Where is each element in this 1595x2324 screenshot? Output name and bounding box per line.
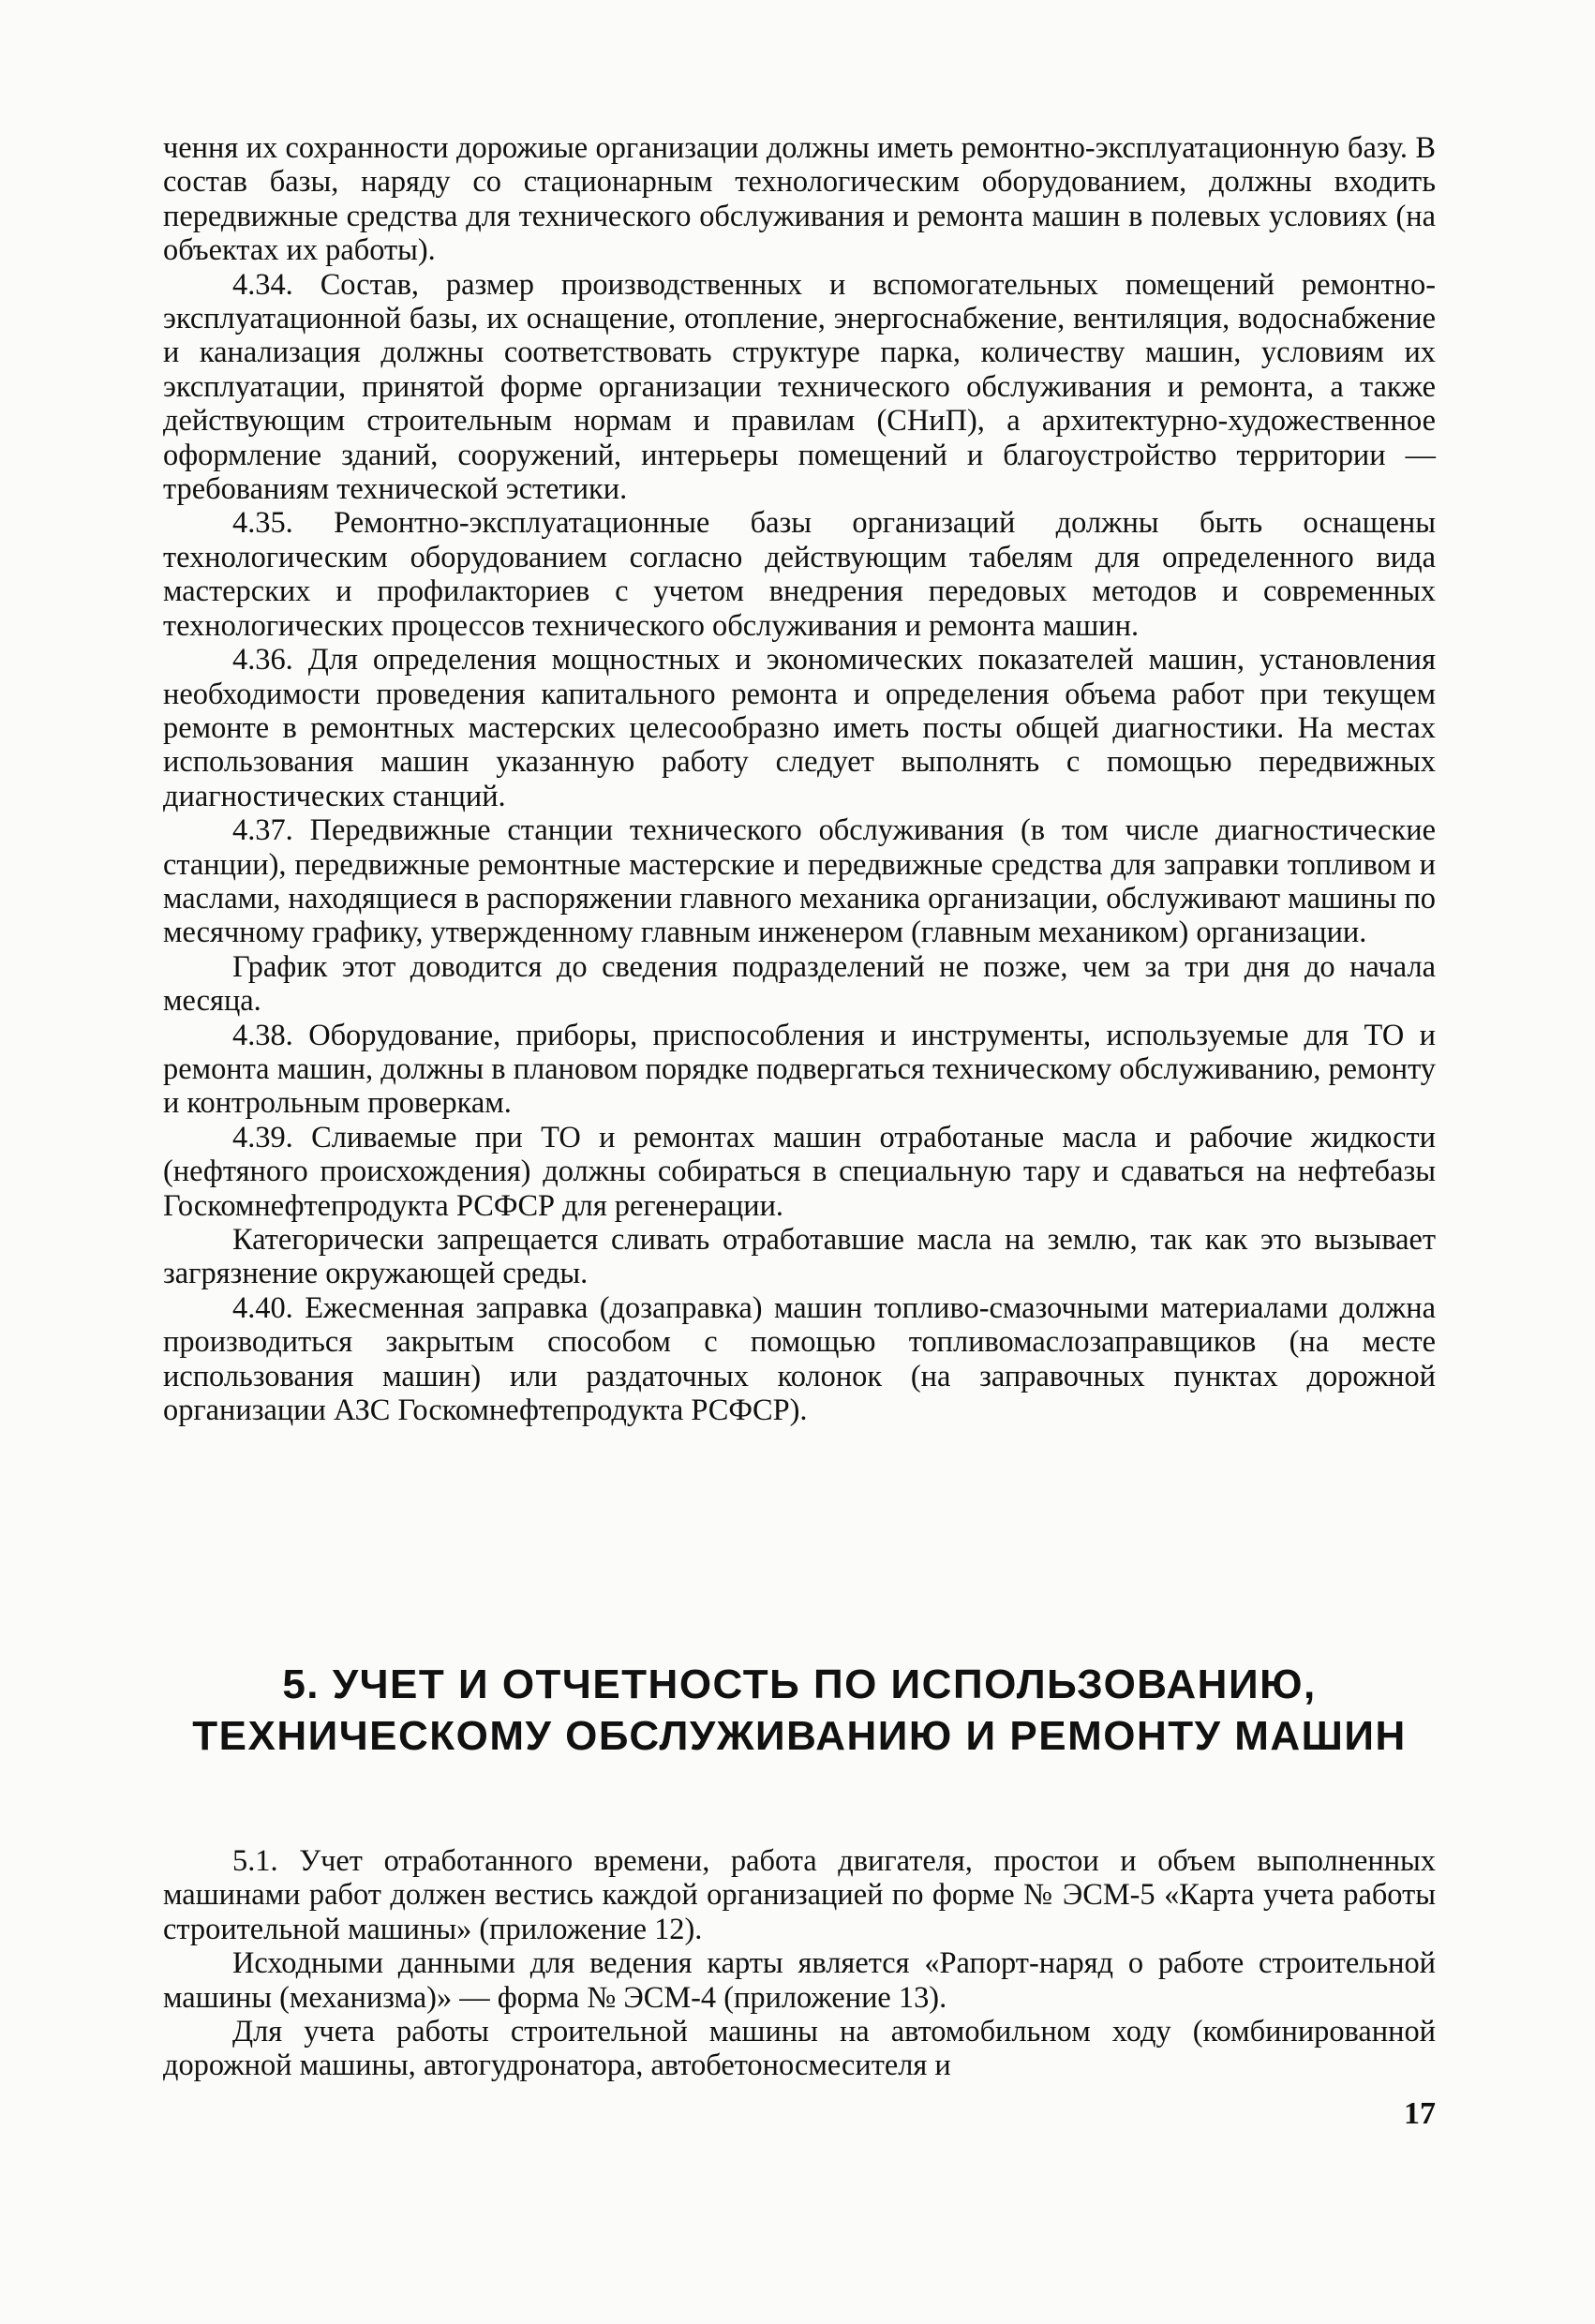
paragraph-4-36: 4.36. Для определения мощностных и экономических показателей машин, установления необходимости проведения капитального ремонта и определения объема работ при текущем ремонте в ремонтных мастерских целесообразно иметь посты общей диагностики. На местах использования машин указанную работу следует выполнять с помощью передвижных диагностических станций. <box>163 643 1436 813</box>
paragraph-4-39: 4.39. Сливаемые при ТО и ремонтах машин отработаные масла и рабочие жидкости (нефтяного происхождения) должны собираться в специальную тару и сдаваться на нефтебазы Госкомнефтепродукта РСФСР для регенерации. <box>163 1120 1436 1223</box>
paragraph-5-1: 5.1. Учет отработанного времени, работа двигателя, простои и объем выполненных машинами работ должен вестись каждой организацией по форме № ЭСМ-5 «Карта учета работы строительной машины» (приложение 12). <box>163 1844 1436 1946</box>
body-text-bottom <box>163 1844 1436 2083</box>
paragraph-4-34: 4.34. Состав, размер производственных и вспомогательных помещений ремонтно-эксплуатационной базы, их оснащение, отопление, энергоснабжение, вентиляция, водоснабжение и канализация должны соответствовать структуре парка, количеству машин, условиям их эксплуатации, принятой форме организации технического обслуживания и ремонта, а также действующим строительным нормам и правилам (СНиП), а архитектурно-художественное оформление зданий, сооружений, интерьеры помещений и благоустройство территории — требованиям технической эстетики. <box>163 267 1436 507</box>
paragraph-source-data: Исходными данными для ведения карты является «Рапорт-наряд о работе строительной машины (механизма)» — форма № ЭСМ-4 (приложение 13). <box>163 1946 1436 2015</box>
paragraph-4-37: 4.37. Передвижные станции технического обслуживания (в том числе диагностические станции), передвижные ремонтные мастерские и передвижные средства для заправки топливом и маслами, находящиеся в распоряжении главного механика организации, обслуживают машины по месячному графику, утвержденному главным инженером (главным механиком) организации. <box>163 813 1436 950</box>
body-text-top <box>163 131 1436 1427</box>
section-heading: 5. УЧЕТ И ОТЧЕТНОСТЬ ПО ИСПОЛЬЗОВАНИЮ, ТЕХНИЧЕСКОМУ ОБСЛУЖИВАНИЮ И РЕМОНТУ МАШИН <box>192 1661 1407 1759</box>
paragraph-4-40: 4.40. Ежесменная заправка (дозаправка) машин топливо-смазочными материалами должна производиться закрытым способом с помощью топливомаслозаправщиков (на месте использования машин) или раздаточных колонок (на заправочных пунктах дорожной организации АЗС Госкомнефтепродукта РСФСР). <box>163 1290 1436 1428</box>
paragraph-schedule-note: График этот доводится до сведения подразделений не позже, чем за три дня до начала месяца. <box>163 949 1436 1019</box>
paragraph-4-35: 4.35. Ремонтно-эксплуатационные базы организаций должны быть оснащены технологическим оборудованием согласно действующим табелям для определенного вида мастерских и профилакториев с учетом внедрения передовых методов и современных технологических процессов технического обслуживания и ремонта машин. <box>163 506 1436 643</box>
page-number: 17 <box>1404 2096 1436 2131</box>
paragraph-oil-warning: Категорически запрещается сливать отработавшие масла на землю, так как это вызывает загрязнение окружающей среды. <box>163 1223 1436 1291</box>
paragraph-vehicle-accounting: Для учета работы строительной машины на автомобильном ходу (комбинированной дорожной машины, автогудронатора, автобетоносмесителя и <box>163 2015 1436 2083</box>
paragraph-continuation: чення их сохранности дорожиые организации должны иметь ремонтно-эксплуатационную базу. В состав базы, наряду со стационарным технологическим оборудованием, должны входить передвижные средства для технического обслуживания и ремонта машин в полевых условиях (на объектах их работы). <box>163 131 1436 268</box>
paragraph-4-38: 4.38. Оборудование, приборы, приспособления и инструменты, используемые для ТО и ремонта машин, должны в плановом порядке подвергаться техническому обслуживанию, ремонту и контрольным проверкам. <box>163 1018 1436 1121</box>
